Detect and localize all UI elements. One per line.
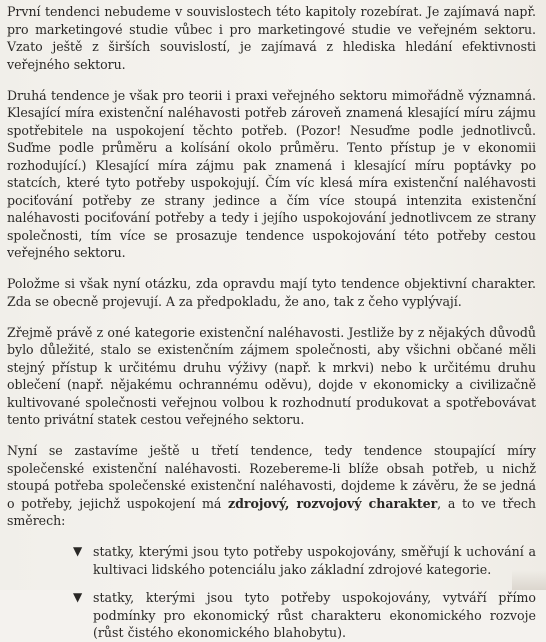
paragraph-5-bold: zdrojový, rozvojový charakter — [228, 495, 438, 511]
bullet-text-2: statky, kterými jsou tyto potřeby uspokojovány, vytváří přímo podmínky pro ekonomický růst charakteru ekonomického rozvoje (růst čistého ekonomického blahobytu). — [93, 590, 536, 640]
paragraph-3: Položme si však nyní otázku, zda opravdu mají tyto tendence objektivní charakter. Zda se obecně projevují. A za předpokladu, že ano, tak z čeho vyplývají. — [7, 276, 536, 309]
paragraph-5-text: Nyní se zastavíme ještě u třetí tendence, tedy tendence stoupající míry společenské existenční naléhavosti. Rozebereme-li blíže obsah potřeb, u nichž stoupá potřeba společenské existenční naléhavosti, dojdeme k závěru, že se jedná o potřeby, jejichž uspokojení má — [7, 443, 536, 511]
page-edge-shading — [512, 570, 546, 590]
bullet-text-1: statky, kterými jsou tyto potřeby uspokojovány, směřují k uchování a kultivaci lidského potenciálu jako základní zdrojové kategorie. — [93, 544, 536, 577]
paragraph-4: Zřejmě právě z oné kategorie existenční naléhavosti. Jestliže by z nějakých důvodů bylo důležité, stalo se existenčním zájmem společnosti, aby všichni občané měli stejný přístup k určitému druhu výživy (např. k mrkvi) nebo k určitému druhu oblečení (např. nějakému ochrannému oděvu), dojde v ekonomicky a civilizačně kultivované společnosti veřejnou volbou k rozhodnutí produkovat a spotřebovávat tento privátní statek cestou veřejného sektoru. — [7, 324, 536, 427]
paragraph-1: První tendenci nebudeme v souvislostech této kapitoly rozebírat. Je zajímavá např. pro marketingové studie vůbec i pro marketingové studie ve veřejném sektoru. Vzato ještě z širších souvislostí, je zajímavá z hlediska hledání efektivnosti veřejného sektoru. — [7, 4, 536, 72]
paragraph-5-tail: , a to ve třech směrech: — [7, 495, 536, 528]
triangle-bullet-icon: ▼ — [73, 544, 83, 558]
bullet-list — [7, 543, 536, 642]
paragraph-2: Druhá tendence je však pro teorii i praxi veřejného sektoru mimořádně významná. Klesající míra existenční naléhavosti potřeb zároveň znamená klesající míru zájmu spotřebitele na uspokojení těchto potřeb. (Pozor! Nesuďme podle jednotlivců. Suďme podle průměru a kolísání okolo průměru. Tento přístup je v ekonomii rozhodující.) Klesající míra zájmu pak znamená i klesající míru poptávky po statcích, které tyto potřeby uspokojují. Čím víc klesá míra existenční naléhavosti pociťování potřeby ze strany jedince a čím více stoupá intenzita existenční naléhavosti pociťování potřeby a tedy i jejího uspokojování jednotlivcem ze strany společnosti, tím více se prosazuje tendence uspokojování této potřeby cestou veřejného sektoru. — [7, 87, 536, 260]
bullet-item-1 — [7, 543, 536, 578]
bullet-item-2 — [7, 589, 536, 642]
triangle-bullet-icon: ▼ — [73, 590, 83, 604]
paragraph-5 — [7, 442, 536, 530]
